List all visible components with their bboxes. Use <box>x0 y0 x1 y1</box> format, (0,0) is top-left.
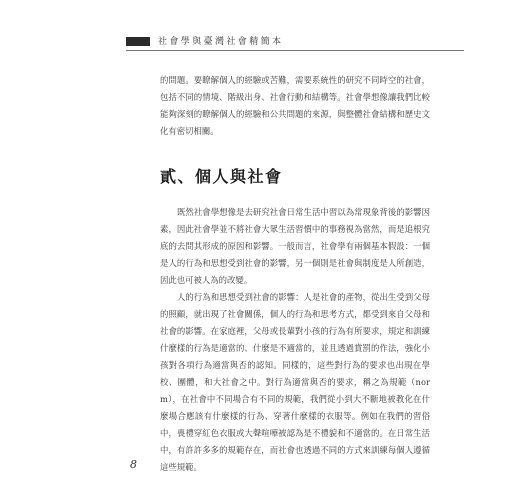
page-header <box>0 0 520 60</box>
section-title: 貳、個人與社會 <box>160 167 283 186</box>
body-paragraph-1: 既然社會學想像是去研究社會日常生活中習以為常現象背後的影響因素，因此社會學並不將社會大眾生活習慣中的事務視為當然，而是追根究底的去問其形成的原因和影響。一般而言，社會學有兩個基本假設：一個是人的行為和思想受到社會的影響，另一個則是社會與制度是人所創造，因此也可被人為的改變。 <box>160 207 430 285</box>
intro-paragraph: 的問題。要瞭解個人的經驗或苦難，需要系統性的研究不同時空的社會，包括不同的情境、階級出身、社會行動和結構等。社會學想像讓我們比較能夠深刻的瞭解個人的經驗和公共問題的來源，與整體社會結構和歷史文化有密切相關。 <box>160 75 430 136</box>
page-content <box>160 72 430 476</box>
page-number: 8 <box>130 458 137 471</box>
header-rule <box>126 50 464 51</box>
body-paragraph-2: 人的行為和思想受到社會的影響：人是社會的產物，從出生受到父母的照顧，就出現了社會關係，個人的行為和思考方式，都受到來自父母和社會的影響。在家庭裡，父母或長輩對小孩的行為有所要求，規定和訓練什麼樣的行為是適當的、什麼是不適當的，並且透過賞罰的作法，強化小孩對各項行為適當與否的認知。同樣的，這些對行為的要求也出現在學校、團體，和大社會之中。對行為適當與否的要求，稱之為規範（norm），在社會中不同場合有不同的規範，我們從小到大不斷地被教化在什麼場合應該有什麼樣的行為、穿著什麼樣的衣服等。例如在我們的習俗中，喪禮穿紅色衣服或大聲喧嘩被認為是不禮貌和不適當的。在日常生活中，有許許多多的規範存在，而社會也透過不同的方式來訓練每個人遵循這些規範。 <box>160 292 430 472</box>
header-bar <box>126 37 150 46</box>
running-title: 社會學與臺灣社會精簡本 <box>158 37 284 47</box>
